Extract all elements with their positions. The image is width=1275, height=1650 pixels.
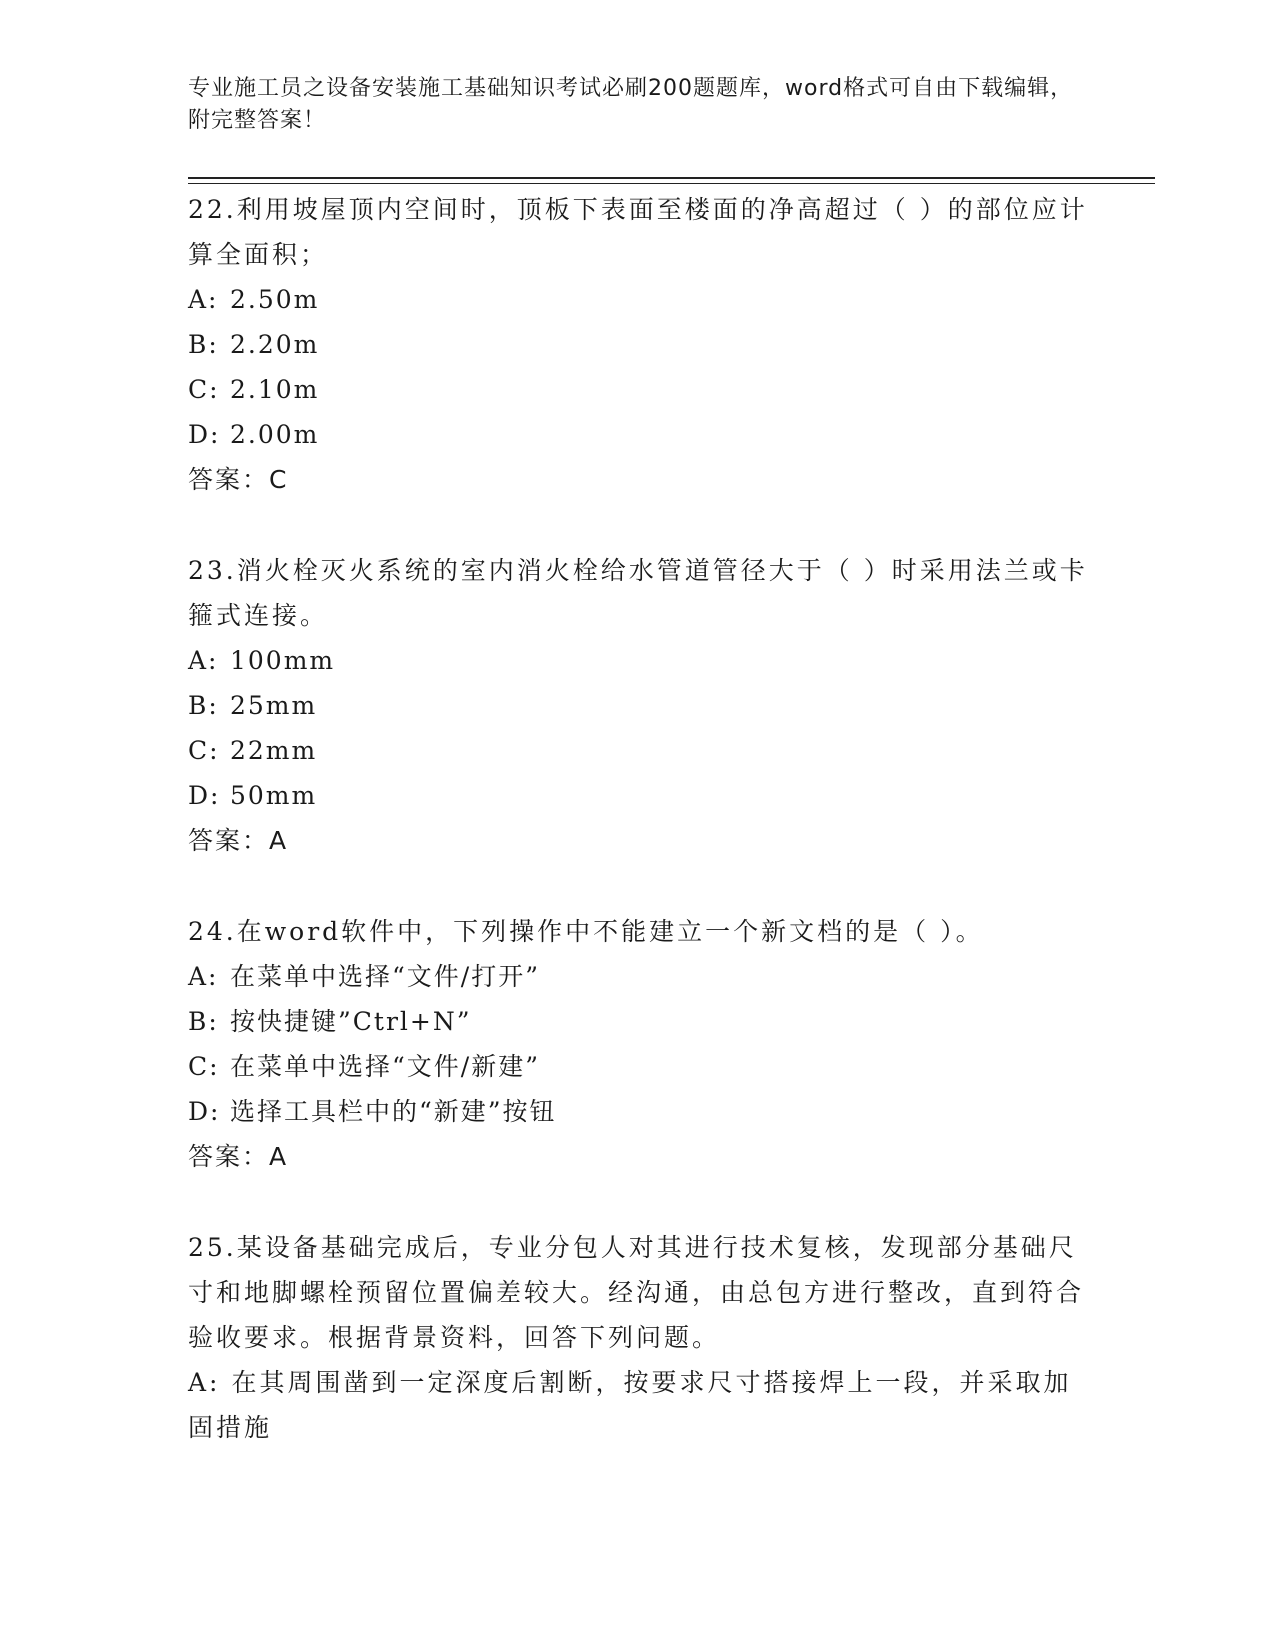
option-text: 2.00m	[230, 420, 320, 449]
option-text: 在其周围凿到一定深度后割断，按要求尺寸搭接焊上一段，并采取加固措施	[188, 1368, 1072, 1442]
option-key: D:	[188, 420, 221, 449]
option-key: A:	[188, 1368, 221, 1397]
question-23	[188, 548, 1088, 863]
option-key: B:	[188, 330, 219, 359]
option-key: A:	[188, 962, 219, 991]
option-key: C:	[188, 375, 220, 404]
question-text: 24.在word软件中，下列操作中不能建立一个新文档的是（ ）。	[188, 917, 984, 946]
answer-line: 答案：C	[188, 465, 289, 494]
option-key: C:	[188, 736, 220, 765]
option-key: C:	[188, 1052, 220, 1081]
option-d	[188, 412, 1088, 457]
option-c	[188, 1044, 1088, 1089]
option-c	[188, 728, 1088, 773]
option-text: 100mm	[230, 646, 336, 675]
question-25	[188, 1225, 1088, 1450]
option-key: B:	[188, 1007, 219, 1036]
option-c	[188, 367, 1088, 412]
option-key: A:	[188, 646, 219, 675]
answer-line: 答案：A	[188, 826, 289, 855]
header-divider-top	[188, 177, 1155, 179]
answer-line: 答案：A	[188, 1142, 289, 1171]
option-a	[188, 277, 1088, 322]
question-text: 23.消火栓灭火系统的室内消火栓给水管道管径大于（ ）时采用法兰或卡箍式连接。	[188, 556, 1088, 630]
question-list	[188, 187, 1088, 1496]
option-key: A:	[188, 285, 219, 314]
option-text: 按快捷键”Ctrl+N”	[230, 1007, 472, 1036]
option-a	[188, 638, 1088, 683]
question-24	[188, 909, 1088, 1179]
question-text: 22.利用坡屋顶内空间时，顶板下表面至楼面的净高超过（ ）的部位应计算全面积；	[188, 195, 1088, 269]
question-22	[188, 187, 1088, 502]
option-text: 选择工具栏中的“新建”按钮	[230, 1097, 557, 1126]
option-key: D:	[188, 1097, 221, 1126]
option-b	[188, 322, 1088, 367]
option-text: 在菜单中选择“文件/新建”	[230, 1052, 540, 1081]
option-text: 2.20m	[230, 330, 320, 359]
question-text: 25.某设备基础完成后，专业分包人对其进行技术复核，发现部分基础尺寸和地脚螺栓预留位置偏差较大。经沟通，由总包方进行整改，直到符合验收要求。根据背景资料，回答下列问题。	[188, 1233, 1085, 1352]
option-b	[188, 999, 1088, 1044]
option-text: 50mm	[230, 781, 318, 810]
option-text: 2.10m	[230, 375, 320, 404]
option-a	[188, 1360, 1088, 1450]
option-d	[188, 1089, 1088, 1134]
option-text: 在菜单中选择“文件/打开”	[230, 962, 540, 991]
option-key: D:	[188, 781, 221, 810]
header-divider-bottom	[188, 183, 1155, 184]
option-a	[188, 954, 1088, 999]
option-text: 2.50m	[230, 285, 320, 314]
document-header: 专业施工员之设备安装施工基础知识考试必刷200题题库，word格式可自由下载编辑，附完整答案！	[188, 76, 1074, 133]
option-text: 22mm	[230, 736, 318, 765]
option-d	[188, 773, 1088, 818]
option-text: 25mm	[230, 691, 318, 720]
option-key: B:	[188, 691, 219, 720]
option-b	[188, 683, 1088, 728]
